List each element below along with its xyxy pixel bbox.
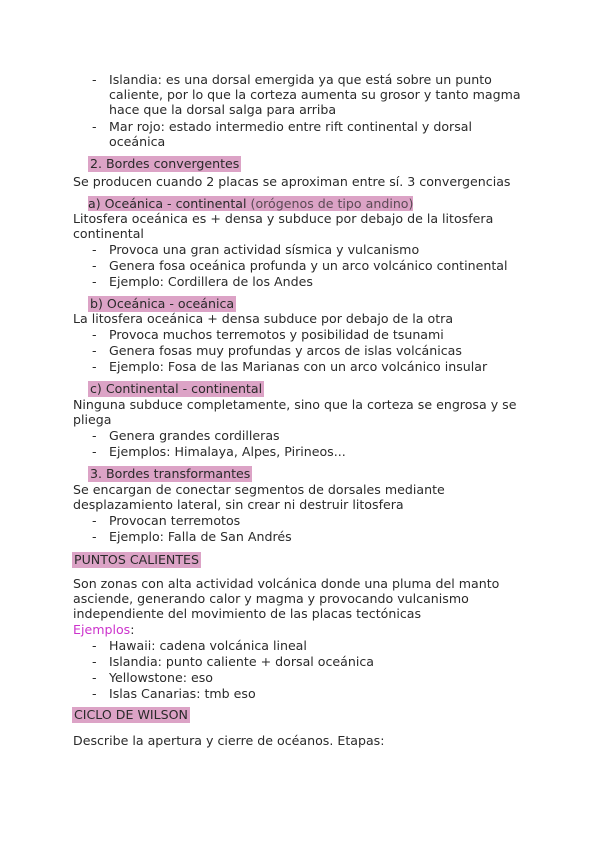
examples-word: Ejemplos	[73, 622, 131, 637]
list-item: Mar rojo: estado intermedio entre rift continental y dorsal	[109, 119, 473, 134]
list-item-cont: caliente, por lo que la corteza aumenta su grosor y tanto magma	[109, 87, 521, 102]
list-item: Islas Canarias: tmb eso	[109, 686, 256, 701]
list-item: Provoca muchos terremotos y posibilidad de tsunami	[109, 327, 444, 342]
examples-label	[73, 622, 134, 638]
section-title: CICLO DE WILSON	[74, 707, 188, 722]
list-item: Provocan terremotos	[109, 513, 241, 528]
list-item: Islandia: punto caliente + dorsal oceánica	[109, 654, 375, 669]
list-item-cont: oceánica	[109, 134, 166, 149]
subheading	[88, 196, 413, 212]
paragraph: La litosfera oceánica + densa subduce por debajo de la otra	[73, 311, 454, 326]
bullet-dash: -	[92, 258, 97, 273]
paragraph-cont: desplazamiento lateral, sin crear ni destruir litosfera	[73, 497, 404, 512]
list-item-cont: hace que la dorsal salga para arriba	[109, 102, 337, 117]
bullet-dash: -	[92, 359, 97, 374]
subheading: c) Continental - continental	[90, 381, 263, 396]
examples-colon: :	[130, 622, 135, 637]
bullet-dash: -	[92, 654, 97, 669]
list-item: Islandia: es una dorsal emergida ya que está sobre un punto	[109, 72, 492, 87]
subheading-note: (orógenos de tipo andino)	[246, 196, 414, 211]
list-item: Ejemplos: Himalaya, Alpes, Pirineos...	[109, 444, 346, 459]
paragraph: Litosfera oceánica es + densa y subduce por debajo de la litosfera	[73, 211, 494, 226]
bullet-dash: -	[92, 428, 97, 443]
paragraph: Ninguna subduce completamente, sino que la corteza se engrosa y se	[73, 397, 517, 412]
paragraph-cont: pliega	[73, 412, 112, 427]
bullet-dash: -	[92, 327, 97, 342]
section-title: PUNTOS CALIENTES	[74, 552, 199, 567]
bullet-dash: -	[92, 513, 97, 528]
list-item: Hawaii: cadena volcánica lineal	[109, 638, 307, 653]
list-item: Ejemplo: Falla de San Andrés	[109, 529, 292, 544]
list-item: Genera fosas muy profundas y arcos de islas volcánicas	[109, 343, 462, 358]
bullet-dash: -	[92, 343, 97, 358]
bullet-dash: -	[92, 529, 97, 544]
paragraph: Describe la apertura y cierre de océanos. Etapas:	[73, 733, 385, 748]
bullet-dash: -	[92, 274, 97, 289]
paragraph-cont: independiente del movimiento de las placas tectónicas	[73, 606, 422, 621]
bullet-dash: -	[92, 670, 97, 685]
paragraph: Se producen cuando 2 placas se aproximan entre sí. 3 convergencias	[73, 174, 511, 189]
section-heading: 3. Bordes transformantes	[90, 466, 251, 481]
list-item: Ejemplo: Fosa de las Marianas con un arco volcánico insular	[109, 359, 488, 374]
paragraph: Son zonas con alta actividad volcánica donde una pluma del manto	[73, 576, 500, 591]
paragraph-cont: continental	[73, 226, 144, 241]
bullet-dash: -	[92, 242, 97, 257]
bullet-dash: -	[92, 119, 97, 134]
list-item: Genera grandes cordilleras	[109, 428, 280, 443]
list-item: Provoca una gran actividad sísmica y vulcanismo	[109, 242, 420, 257]
subheading-label: a) Oceánica - continental	[88, 196, 247, 211]
list-item: Yellowstone: eso	[109, 670, 213, 685]
list-item: Ejemplo: Cordillera de los Andes	[109, 274, 313, 289]
paragraph: Se encargan de conectar segmentos de dorsales mediante	[73, 482, 445, 497]
paragraph-cont: asciende, generando calor y magma y provocando vulcanismo	[73, 591, 469, 606]
bullet-dash: -	[92, 72, 97, 87]
bullet-dash: -	[92, 638, 97, 653]
section-heading: 2. Bordes convergentes	[90, 156, 240, 171]
bullet-dash: -	[92, 444, 97, 459]
subheading: b) Oceánica - oceánica	[90, 296, 235, 311]
list-item: Genera fosa oceánica profunda y un arco volcánico continental	[109, 258, 508, 273]
bullet-dash: -	[92, 686, 97, 701]
